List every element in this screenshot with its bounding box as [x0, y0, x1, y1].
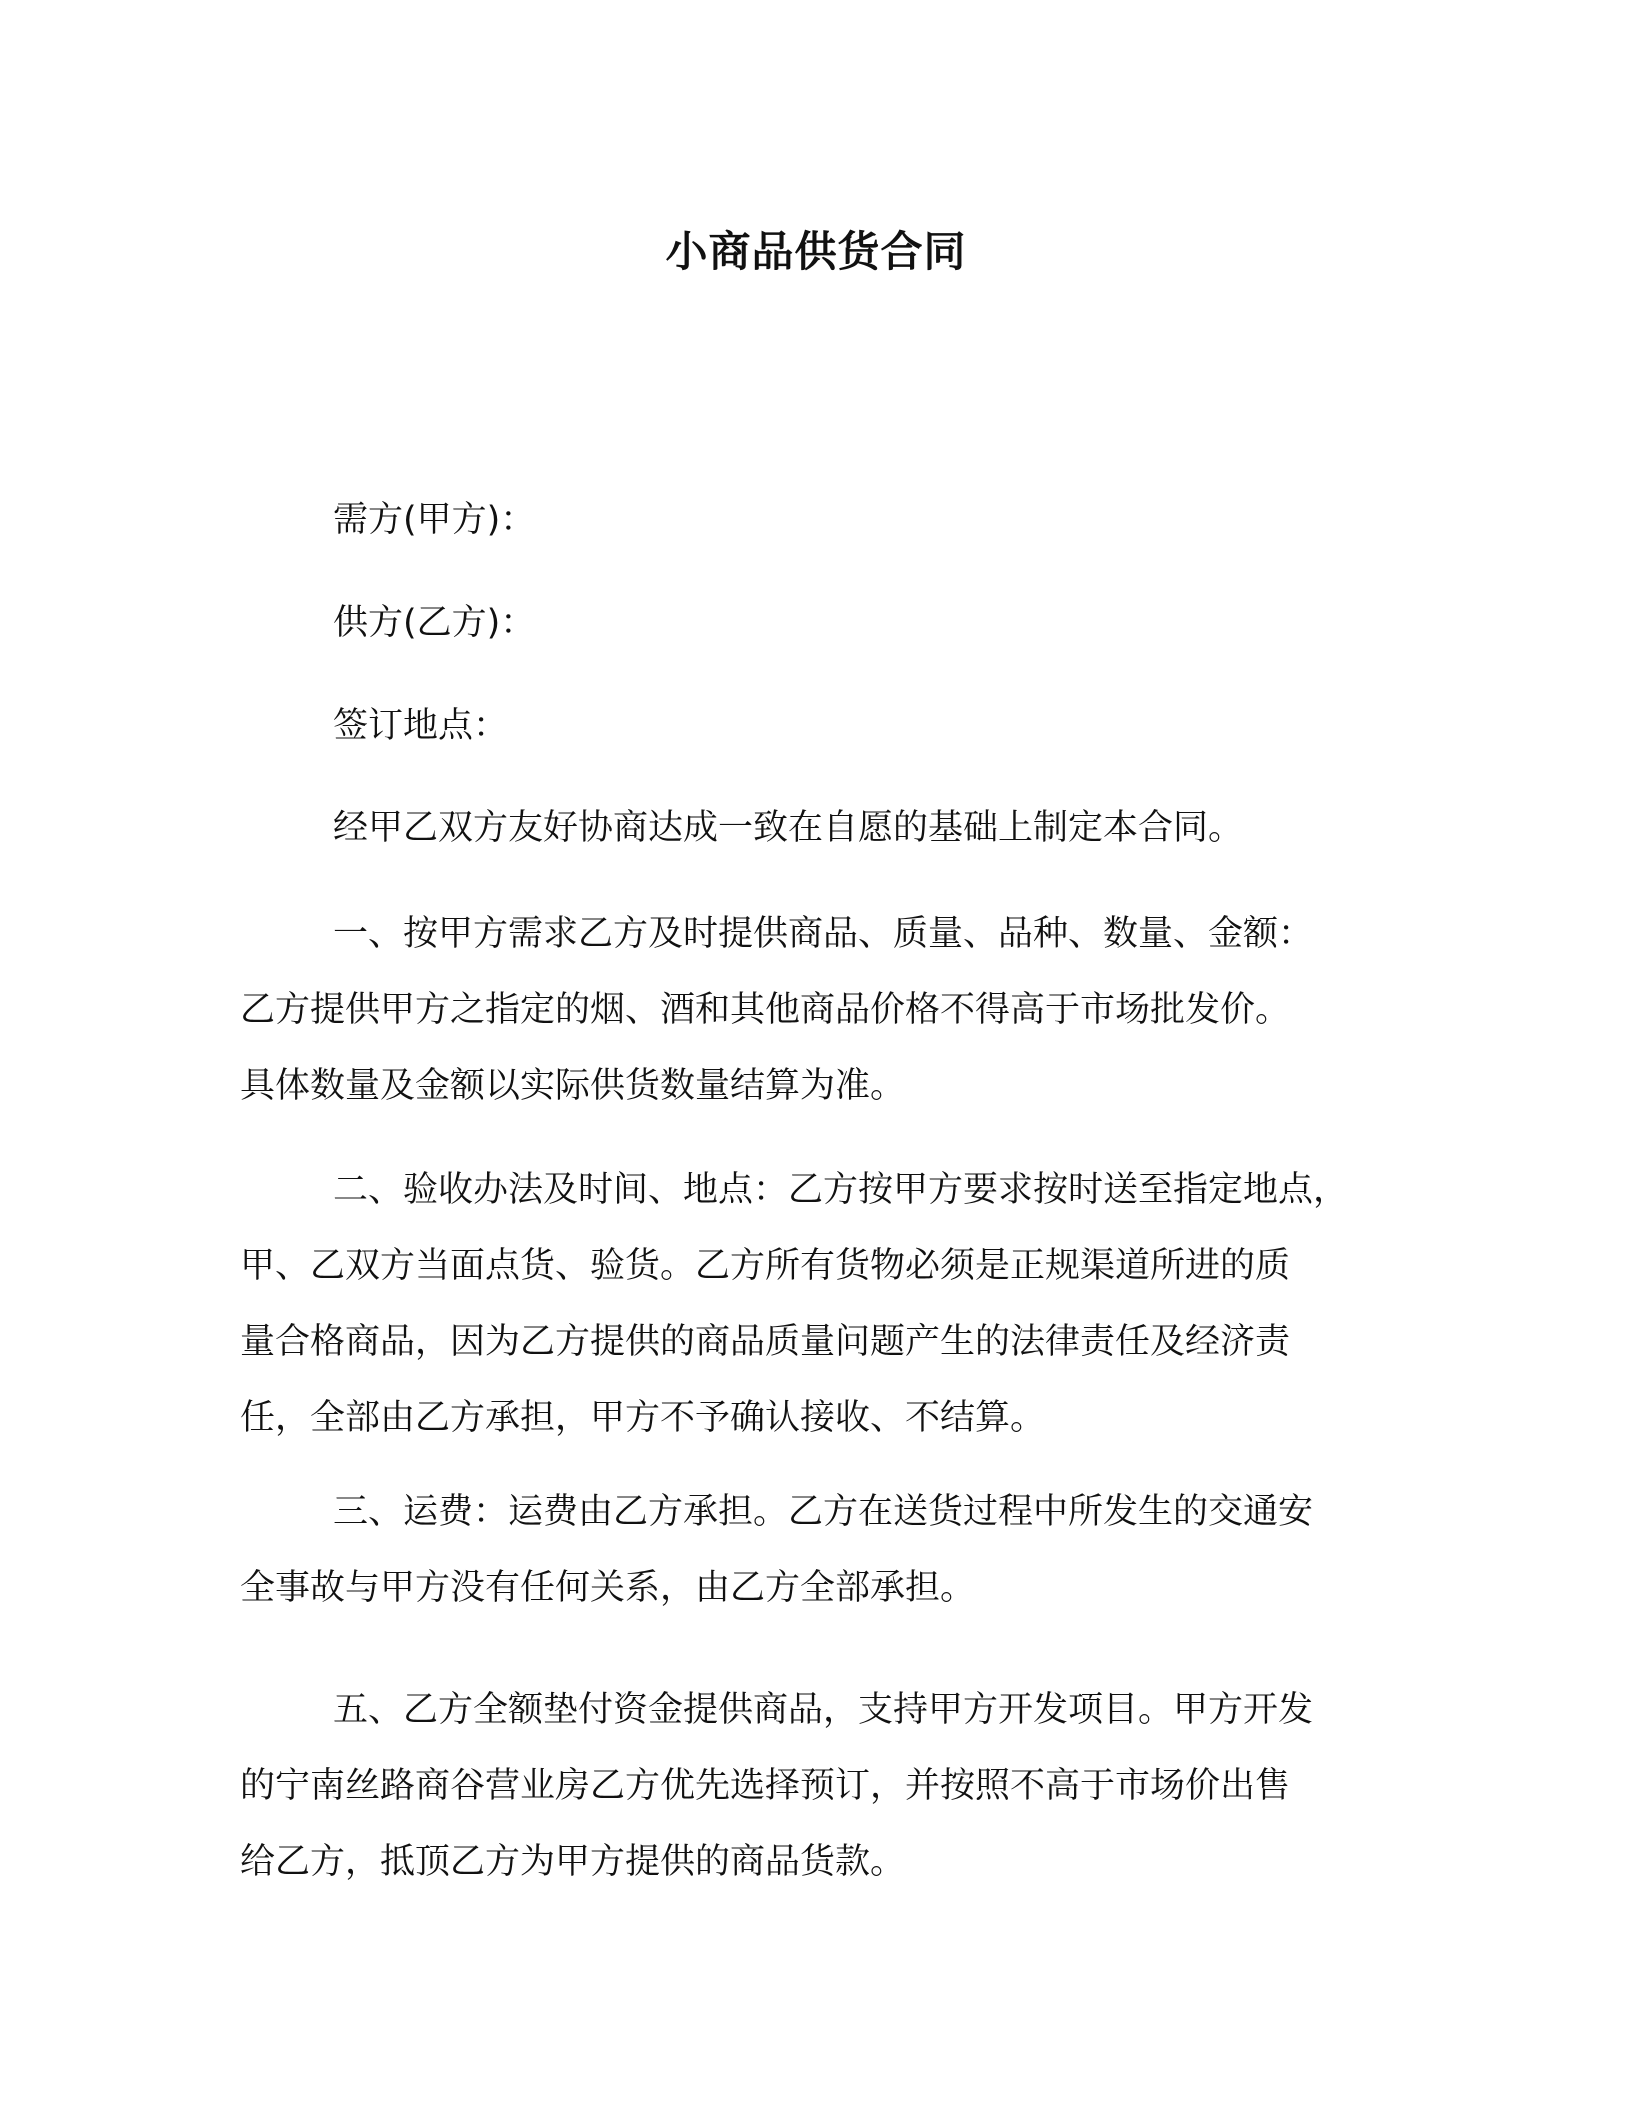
clause-3	[240, 1474, 1400, 1626]
clause-line: 甲、乙双方当面点货、验货。乙方所有货物必须是正规渠道所进的质	[240, 1246, 1291, 1286]
document-title: 小商品供货合同	[665, 227, 967, 276]
clause-line: 的宁南丝路商谷营业房乙方优先选择预订，并按照不高于市场价出售	[240, 1766, 1291, 1806]
clause-line: 二、验收办法及时间、地点：乙方按甲方要求按时送至指定地点，	[333, 1170, 1349, 1210]
party-a-field: 需方(甲方)：	[333, 500, 536, 540]
party-b-field: 供方(乙方)：	[333, 603, 536, 643]
clause-5	[240, 1672, 1400, 1900]
signing-location-field: 签订地点：	[333, 706, 509, 746]
clause-line: 一、按甲方需求乙方及时提供商品、质量、品种、数量、金额：	[333, 914, 1314, 954]
clause-line: 全事故与甲方没有任何关系，由乙方全部承担。	[240, 1568, 976, 1608]
clause-line: 任，全部由乙方承担，甲方不予确认接收、不结算。	[240, 1398, 1046, 1438]
clause-1	[240, 896, 1400, 1124]
clause-line: 具体数量及金额以实际供货数量结算为准。	[240, 1066, 906, 1106]
clause-line: 乙方提供甲方之指定的烟、酒和其他商品价格不得高于市场批发价。	[240, 990, 1291, 1030]
intro-paragraph: 经甲乙双方友好协商达成一致在自愿的基础上制定本合同。	[333, 808, 1244, 848]
clause-2	[240, 1152, 1400, 1456]
clause-line: 五、乙方全额垫付资金提供商品，支持甲方开发项目。甲方开发	[333, 1690, 1314, 1730]
clause-line: 给乙方，抵顶乙方为甲方提供的商品货款。	[240, 1842, 906, 1882]
clause-line: 量合格商品，因为乙方提供的商品质量问题产生的法律责任及经济责	[240, 1322, 1291, 1362]
clause-line: 三、运费：运费由乙方承担。乙方在送货过程中所发生的交通安	[333, 1492, 1314, 1532]
